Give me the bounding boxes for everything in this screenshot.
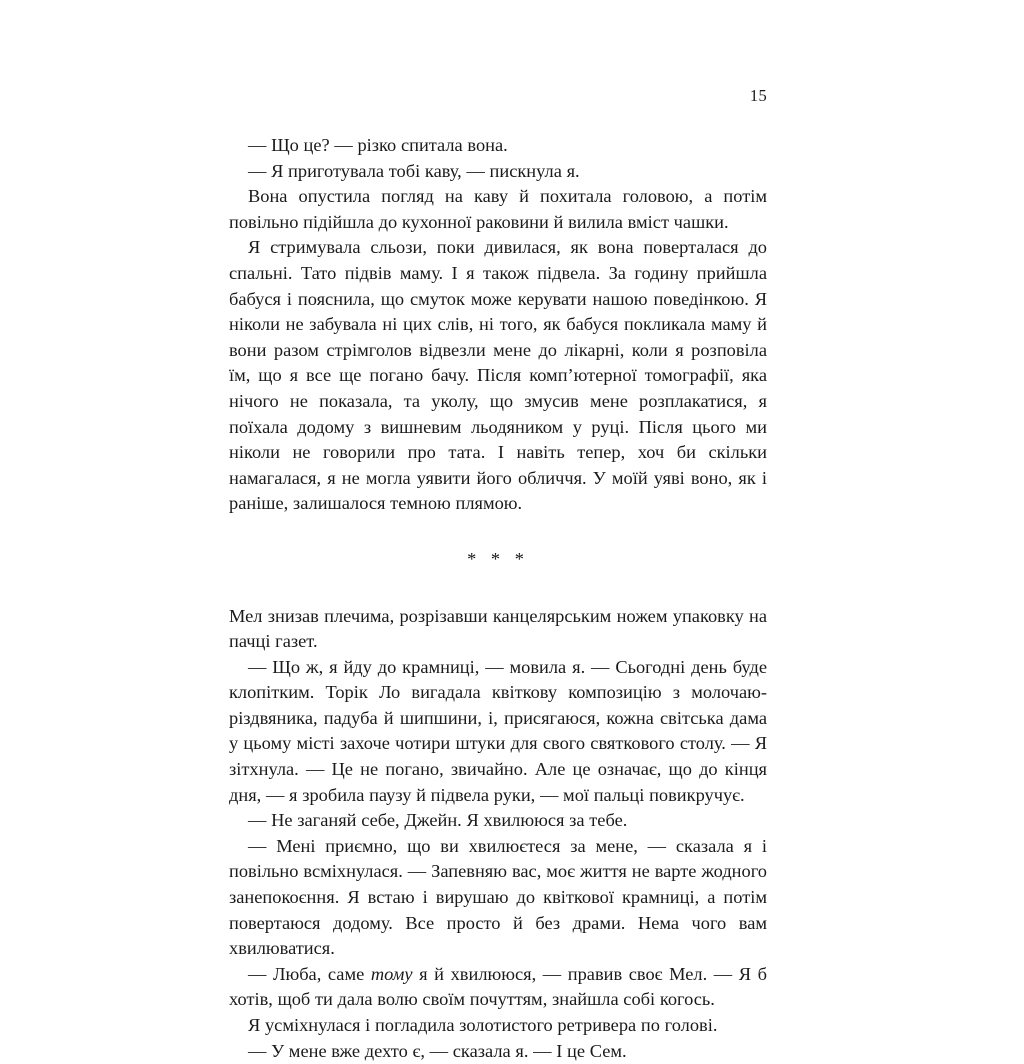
section-one [229, 133, 767, 517]
page-number: 15 [229, 88, 767, 105]
paragraph: Вона опустила погляд на каву й похитала головою, а потім повільно підійшла до кухонної раковини й вилила вміст чашки. [229, 184, 767, 235]
paragraph: — Не заганяй себе, Джейн. Я хвилююся за тебе. [229, 808, 767, 834]
paragraph: Я усміхнулася і погладила золотистого ретривера по голові. [229, 1013, 767, 1039]
paragraph: — Я приготувала тобі каву, — пискнула я. [229, 159, 767, 185]
paragraph: Я стримувала сльози, поки дивилася, як вона поверталася до спальні. Тато підвів маму. І я також підвела. За годину прийшла бабуся і пояснила, що смуток може керувати нашою поведінкою. Я ніколи не забувала ні цих слів, ні того, як бабуся покликала маму й вони разом стрімголов відвезли мене до лікарні, коли я розповіла їм, що я все ще погано бачу. Після комп’ютерної томографії, яка нічого не показала, та уколу, що змусив мене розплакатися, я поїхала додому з вишневим льодяником у руці. Після цього ми ніколи не говорили про тата. І навіть тепер, хоч би скільки намагалася, я не могла уявити його обличчя. У моїй уяві воно, як і раніше, залишалося темною плямою. [229, 235, 767, 517]
paragraph: Мел знизав плечима, розрізавши канцелярським ножем упаковку на пачці газет. [229, 604, 767, 655]
paragraph: — Що ж, я йду до крамниці, — мовила я. — Сьогодні день буде клопітким. Торік Ло вигадала квіткову композицію з молочаю-різдвяника, падуба й шипшини, і, присягаюся, кожна світська дама у цьому місті захоче чотири штуки для свого святкового столу. — Я зітхнула. — Це не погано, звичайно. Але це означає, що до кінця дня, — я зробила паузу й підвела руки, — мої пальці повикручує. [229, 655, 767, 809]
paragraph: — Що це? — різко спитала вона. [229, 133, 767, 159]
spacer-after-separator [229, 573, 767, 604]
text-block [229, 133, 767, 1064]
paragraph: — Люба, саме тому я й хвилююся, — правив своє Мел. — Я б хотів, щоб ти дала волю своїм почуттям, знайшла собі когось. [229, 962, 767, 1013]
spacer-before-separator [229, 517, 767, 547]
section-two [229, 604, 767, 1064]
paragraph: — У мене вже дехто є, — сказала я. — І це Сем. [229, 1039, 767, 1064]
paragraph: — Мені приємно, що ви хвилюєтеся за мене, — сказала я і повільно всміхнулася. — Запевняю вас, моє життя не варте жодного занепокоєння. Я встаю і вирушаю до квіткової крамниці, а потім повертаюся додому. Все просто й без драми. Нема чого вам хвилюватися. [229, 834, 767, 962]
scene-separator: * * * [229, 547, 767, 573]
